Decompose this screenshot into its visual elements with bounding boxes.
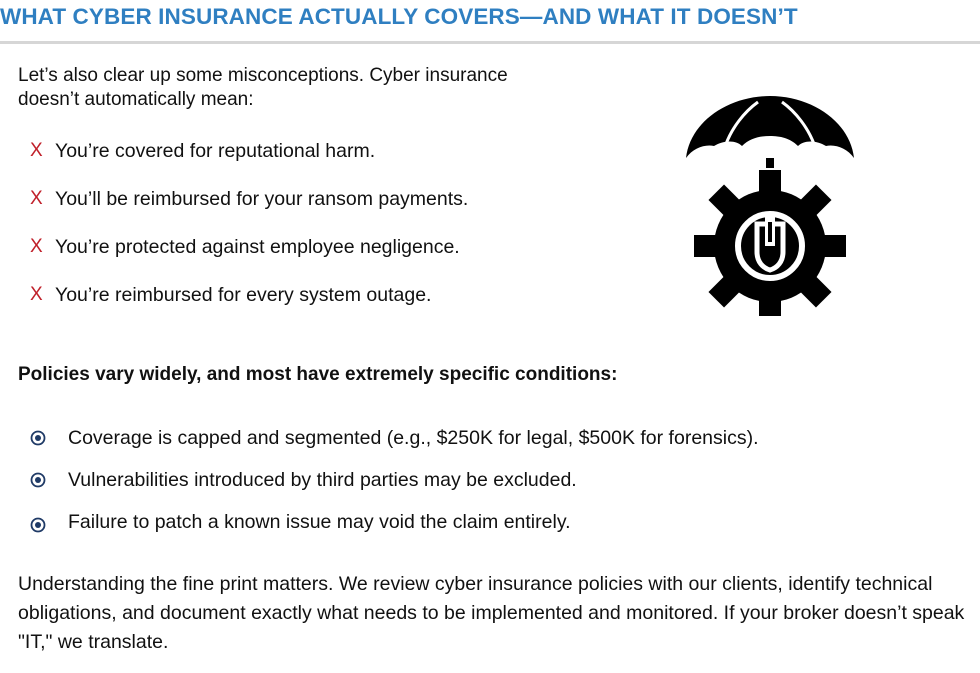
- page-title: WHAT CYBER INSURANCE ACTUALLY COVERS—AND WHAT IT DOESN’T: [0, 4, 798, 29]
- condition-text: Vulnerabilities introduced by third parties may be excluded.: [68, 469, 577, 491]
- condition-text: Failure to patch a known issue may void the claim entirely.: [68, 511, 571, 533]
- misconception-text: You’ll be reimbursed for your ransom payments.: [55, 188, 469, 210]
- list-item: [30, 281, 468, 329]
- title-divider: [0, 41, 980, 44]
- intro-paragraph: Let’s also clear up some misconceptions. Cyber insurance doesn’t automatically mean:: [18, 65, 508, 110]
- target-bullet-icon: [30, 424, 68, 452]
- target-bullet-icon: [30, 508, 68, 536]
- conditions-list: [30, 424, 759, 550]
- target-bullet-icon: [30, 466, 68, 494]
- list-item: [30, 466, 759, 508]
- misconception-text: You’re protected against employee negligence.: [55, 236, 460, 258]
- x-mark-icon: X: [30, 236, 43, 257]
- list-item: [30, 424, 759, 466]
- x-mark-icon: X: [30, 140, 43, 161]
- misconception-text: You’re reimbursed for every system outage.: [55, 284, 432, 306]
- closing-paragraph: Understanding the fine print matters. We review cyber insurance policies with our clients, identify technical obligations, and document exactly what needs to be implemented and monitored. If your broker doesn’t speak "IT," we translate.: [18, 573, 965, 653]
- umbrella-gear-shield-icon: [684, 94, 856, 316]
- list-item: [30, 233, 468, 281]
- list-item: [30, 185, 468, 233]
- misconception-text: You’re covered for reputational harm.: [55, 140, 376, 162]
- list-item: [30, 137, 468, 185]
- x-mark-icon: X: [30, 188, 43, 209]
- list-item: [30, 508, 759, 550]
- misconceptions-list: [30, 137, 468, 329]
- x-mark-icon: X: [30, 284, 43, 305]
- condition-text: Coverage is capped and segmented (e.g., $250K for legal, $500K for forensics).: [68, 427, 759, 449]
- conditions-heading: Policies vary widely, and most have extremely specific conditions:: [18, 364, 618, 385]
